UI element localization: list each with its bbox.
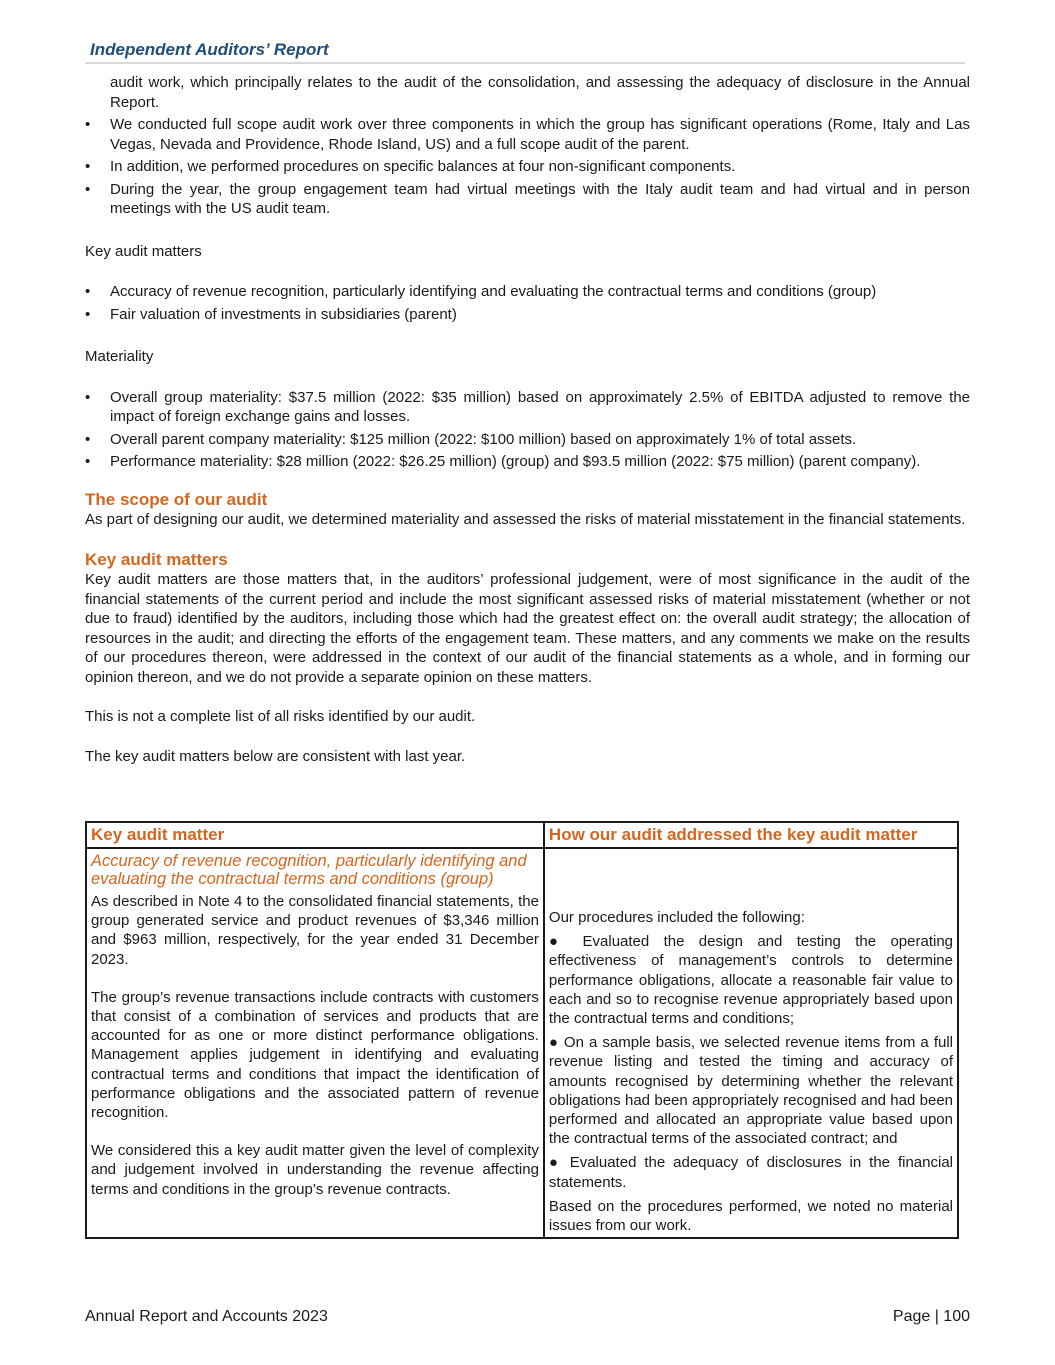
- matter-paragraph: The group’s revenue transactions include contracts with customers that consist of a combination of services and products that are accounted for as one or more distinct performance obligations. Management applies judgement in identifying and evaluating contractual terms and conditions that impact the identification of performance obligations and the associated pattern of revenue recognition.: [91, 988, 539, 1122]
- table-header-cell: Key audit matter: [86, 822, 544, 848]
- list-item: • Accuracy of revenue recognition, particularly identifying and evaluating the contractual terms and conditions (group): [85, 283, 877, 300]
- page-header-title: Independent Auditors’ Report: [90, 40, 329, 59]
- matter-cell: [86, 848, 544, 1238]
- bullet-icon: •: [85, 180, 91, 198]
- materiality-label: Materiality: [85, 348, 154, 365]
- kam-description: Key audit matters are those matters that, in the auditors’ professional judgement, were of most significance in the audit of the financial statements of the current period and include the most significant assessed risks of material misstatement (whether or not due to fraud) identified by the auditors, including those which had the greatest effect on: the overall audit strategy; the allocation of resources in the audit; and directing the efforts of the engagement team. These matters, and any comments we make on the results of our procedures thereon, were addressed in the context of our audit of the financial statements as a whole, and in forming our opinion thereon, and we do not provide a separate opinion on these matters.: [85, 571, 970, 686]
- response-item: ● Evaluated the design and testing the operating effectiveness of management’s controls to determine performance obligations, allocate a reasonable fair value to each and so to recognise revenue appropriately based upon the contractual terms and conditions;: [548, 933, 953, 1028]
- spacer: [91, 969, 539, 988]
- list-item: • In addition, we performed procedures on specific balances at four non-significant components.: [85, 158, 736, 175]
- table-header-cell: How our audit addressed the key audit matter: [544, 822, 958, 848]
- spacer: [549, 851, 953, 908]
- report-body: [85, 73, 970, 766]
- response-intro: Our procedures included the following:: [548, 909, 805, 926]
- kam-note-consistent: The key audit matters below are consistent with last year.: [85, 747, 466, 765]
- list-item: • Overall group materiality: $37.5 million (2022: $35 million) based on approximately 2.5% of EBITDA adjusted to remove the impact of foreign exchange gains and losses.: [85, 388, 970, 425]
- matter-title: Accuracy of revenue recognition, particularly identifying and evaluating the contractual terms and conditions (group): [91, 852, 527, 888]
- response-cell: [544, 848, 958, 1238]
- response-conclusion: Based on the procedures performed, we noted no material issues from our work.: [548, 1197, 953, 1235]
- kam-heading: Key audit matters: [85, 550, 228, 569]
- materiality-list: [85, 388, 970, 472]
- table-row: [86, 848, 958, 1238]
- response-item: ● On a sample basis, we selected revenue items from a full revenue listing and tested the timing and accuracy of amounts recognised by determining whether the relevant obligations had been appropriately recognised and had been performed and allocated an appropriate value based upon the contractual terms of the associated contract; and: [548, 1034, 953, 1148]
- list-item: • Performance materiality: $28 million (2022: $26.25 million) (group) and $93.5 million (2022: $75 million) (parent company).: [85, 453, 921, 470]
- list-item: • During the year, the group engagement team had virtual meetings with the Italy audit team and had virtual and in person meetings with the US audit team.: [85, 180, 970, 217]
- scope-heading: The scope of our audit: [85, 489, 268, 509]
- response-item: ● Evaluated the adequacy of disclosures in the financial statements.: [548, 1154, 953, 1191]
- intro-bullet-list: [85, 115, 970, 219]
- header-divider: [85, 62, 965, 64]
- kam-summary-list: [85, 282, 970, 324]
- bullet-icon: •: [85, 430, 91, 448]
- bullet-icon: •: [85, 453, 91, 470]
- intro-continuation: audit work, which principally relates to the audit of the consolidation, and assessing the adequacy of disclosure in the Annual Report.: [110, 74, 970, 111]
- key-audit-matter-table: [85, 821, 959, 1239]
- bullet-icon: •: [85, 388, 91, 406]
- bullet-icon: •: [85, 283, 91, 300]
- bullet-icon: •: [85, 116, 91, 133]
- list-item: • Overall parent company materiality: $125 million (2022: $100 million) based on approximately 1% of total assets.: [85, 430, 857, 448]
- kam-note-incomplete: This is not a complete list of all risks identified by our audit.: [85, 708, 476, 725]
- bullet-icon: •: [85, 305, 91, 323]
- list-item: • We conducted full scope audit work over three components in which the group has significant operations (Rome, Italy and Las Vegas, Nevada and Providence, Rhode Island, US) and a full scope audit of the parent.: [85, 116, 970, 153]
- list-item: • Fair valuation of investments in subsidiaries (parent): [85, 305, 457, 323]
- matter-paragraph: We considered this a key audit matter given the level of complexity and judgement involved in understanding the revenue affecting terms and conditions in the group’s revenue contracts.: [91, 1142, 539, 1198]
- bullet-icon: •: [85, 158, 91, 175]
- footer-page-number: Page | 100: [892, 1308, 970, 1325]
- kam-summary-label: Key audit matters: [85, 242, 202, 260]
- footer-report-title: Annual Report and Accounts 2023: [85, 1308, 328, 1325]
- spacer: [91, 1122, 539, 1141]
- matter-paragraph: As described in Note 4 to the consolidated financial statements, the group generated service and product revenues of $3,346 million and $963 million, respectively, for the year ended 31 December 2023.: [91, 893, 539, 968]
- table-header-row: [86, 822, 958, 848]
- scope-text: As part of designing our audit, we determined materiality and assessed the risks of material misstatement in the financial statements.: [85, 510, 966, 528]
